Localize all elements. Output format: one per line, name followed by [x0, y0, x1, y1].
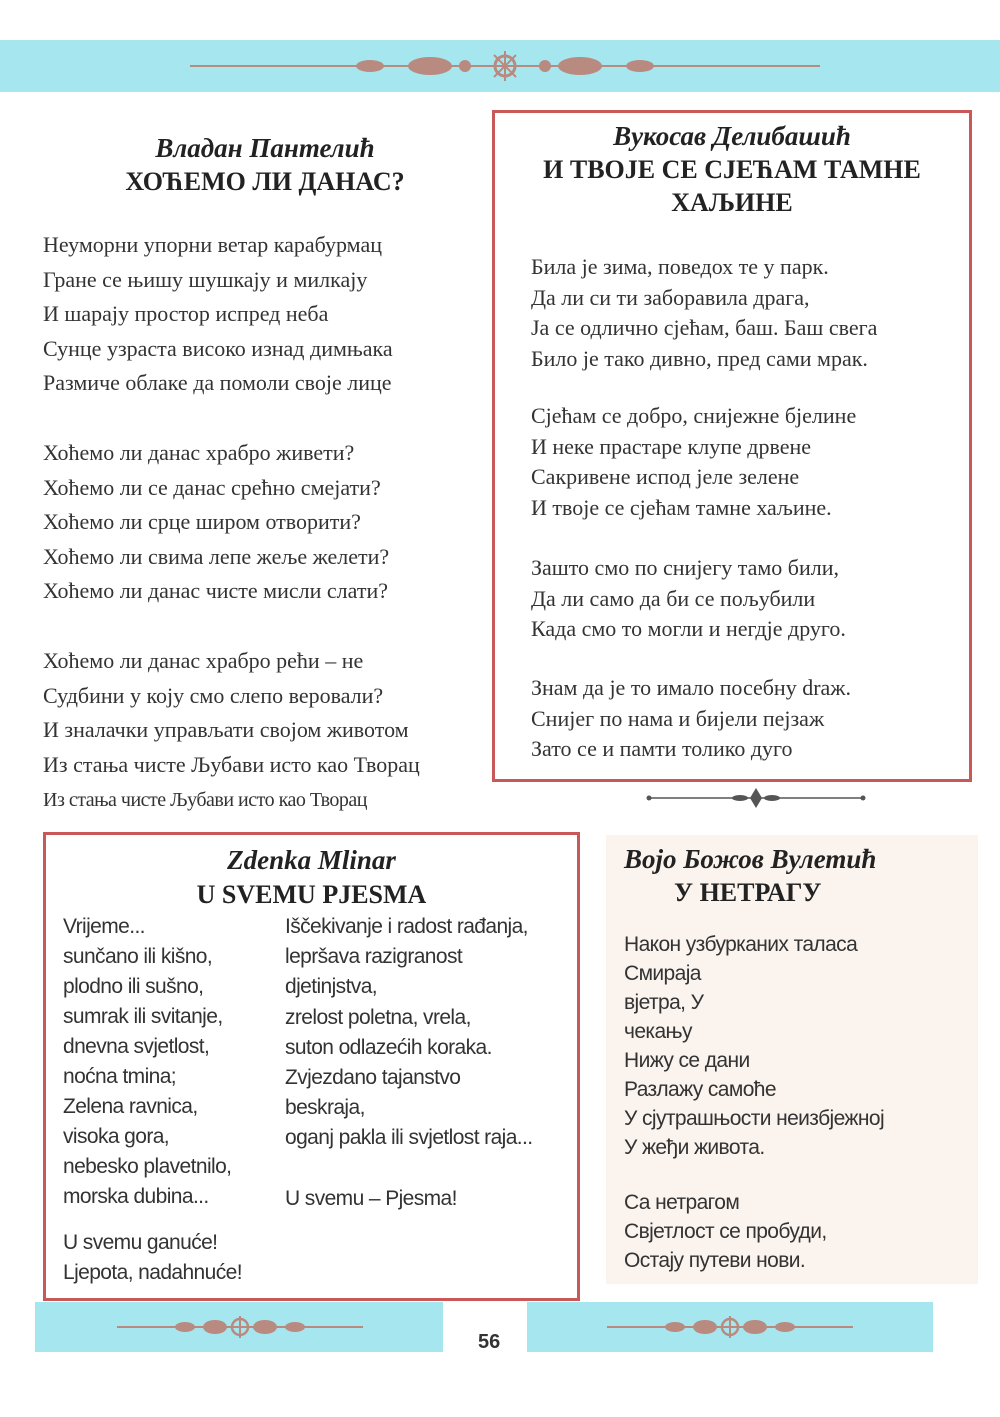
verse-line: visoka gora, [63, 1125, 170, 1148]
verse-line: Vrijeme... [63, 915, 145, 938]
verse-line: Zelena ravnica, [63, 1095, 198, 1118]
verse-line: Iščekivanje i radost rađanja, [285, 915, 528, 938]
flourish-ornament-icon [185, 48, 825, 84]
verse-line: Хоћемо ли се данас срећно смејати? [43, 474, 381, 500]
verse-line: Хоћемо ли данас чисте мисли слати? [43, 578, 388, 603]
verse-line: Зашто смо по снијегу тамо били, [531, 555, 840, 580]
poem1-stanza-1 [43, 228, 393, 401]
verse-line: U svemu ganuće! [63, 1231, 218, 1254]
verse-line: Знам да је то имало посебну draж. [531, 675, 851, 700]
verse-line: Размиче облаке да помоли своје лице [43, 370, 392, 395]
bottom-band-right [527, 1302, 933, 1352]
verse-line: beskraja, [285, 1096, 365, 1120]
poem1-title: ХОЋЕМО ЛИ ДАНАС? [125, 167, 405, 196]
verse-line: Гране се њишу шушкају и милкају [43, 266, 368, 292]
verse-line: Смираја [624, 962, 701, 985]
verse-line: Остају путеви нови. [624, 1249, 806, 1272]
verse-line: И твоје се сјећам тамне хаљине. [531, 494, 832, 520]
verse-line: djetinjstva, [285, 975, 378, 999]
poem2-title-line-1: И ТВОЈЕ СЕ СЈЕЋАМ ТАМНЕ [543, 155, 921, 184]
flourish-ornament-icon [115, 1312, 365, 1342]
verse-line: Да ли си ти заборавила драга, [531, 284, 810, 310]
poem3-author: Zdenka Mlinar [227, 845, 396, 875]
verse-line: sunčano ili kišno, [63, 945, 213, 968]
poem2-stanza-2 [531, 401, 856, 523]
poem1-stanza-2 [43, 436, 389, 609]
verse-line: lepršava razigranost [285, 945, 463, 969]
verse-line: Када смо то могли и негдје друго. [531, 616, 846, 641]
poem2-title-line-2: ХАЉИНЕ [671, 188, 793, 217]
verse-line: oganj pakla ili svjetlost raja... [285, 1126, 533, 1150]
verse-line: Нижу се дани [624, 1049, 750, 1072]
verse-line: И шарају простор испред неба [43, 301, 329, 326]
poem4-author: Војо Божов Вулетић [624, 844, 877, 874]
verse-line: У сјутрашњости неизбјежној [624, 1107, 885, 1130]
poem2-author: Вукосав Делибашић [613, 121, 851, 151]
verse-line: plodno ili sušno, [63, 975, 204, 998]
poem3-column-2-end: U svemu – Pjesma! [285, 1187, 457, 1210]
poem4-stanza-2 [624, 1188, 827, 1275]
verse-line: И зналачки управљати својом животом [43, 717, 409, 742]
verse-line: Ljepota, nadahnuće! [63, 1261, 242, 1284]
verse-line: Сунце узраста високо изнад димњака [43, 335, 393, 361]
verse-line: Након узбурканих таласа [624, 933, 858, 956]
verse-line: чекању [624, 1020, 692, 1043]
verse-line: Сјећам се добро, снијежне бјелине [531, 403, 857, 428]
verse-line: morska dubina... [63, 1185, 209, 1208]
verse-line: Судбини у коју смо слепо веровали? [43, 682, 384, 708]
verse-line: Из стања чисте Љубави исто као Творац [43, 751, 420, 777]
verse-line: Хоћемо ли свима лепе жеље желети? [43, 543, 390, 569]
verse-line: dnevna svjetlost, [63, 1035, 210, 1058]
verse-line: Хоћемо ли данас храбро рећи – не [43, 648, 364, 673]
verse-line: zrelost poletna, vrela, [285, 1005, 471, 1029]
flourish-ornament-icon [605, 1312, 855, 1342]
verse-line: У жеђи живота. [624, 1136, 765, 1159]
verse-line: Да ли само да би се пољубили [531, 585, 816, 611]
verse-line: Свјетлост се пробуди, [624, 1220, 827, 1243]
verse-line: Са нетрагом [624, 1191, 740, 1214]
poem3-column-1 [63, 912, 231, 1212]
poem3-column-2 [285, 912, 533, 1154]
poem2-stanza-1 [531, 252, 877, 374]
verse-line: Било је тако дивно, пред сами мрак. [531, 345, 868, 371]
divider-ornament-icon [645, 786, 867, 810]
verse-line: Била је зима, поведох те у парк. [531, 254, 829, 279]
poem1-author: Владан Пантелић [155, 133, 375, 163]
poem2-stanza-4 [531, 673, 851, 765]
poem1-repeat-line: Из стања чисте Љубави исто као Творац [43, 789, 368, 811]
verse-line: Ја се одлично сјећам, баш. Баш свега [531, 315, 878, 340]
poem3-column-1-end [63, 1228, 242, 1288]
poem4-title: У НЕТРАГУ [674, 878, 822, 907]
bottom-band-left [35, 1302, 443, 1352]
top-header-band [0, 40, 1000, 92]
verse-line: sumrak ili svitanje, [63, 1005, 223, 1028]
poem2-stanza-3 [531, 553, 846, 645]
verse-line: Хоћемо ли данас храбро живети? [43, 440, 355, 465]
poem1-stanza-3 [43, 644, 420, 782]
verse-line: Сакривене испод јеле зелене [531, 464, 800, 489]
verse-line: suton odlazećih koraka. [285, 1035, 492, 1059]
verse-line: Неуморни упорни ветар карабурмац [43, 232, 382, 257]
verse-line: nebesko plavetnilo, [63, 1155, 232, 1178]
verse-line: Зато се и памти толико дуго [531, 736, 793, 761]
verse-line: вјетра, У [624, 991, 704, 1014]
page-number: 56 [478, 1331, 501, 1353]
verse-line: И неке прастаре клупе дрвене [531, 433, 812, 459]
verse-line: Zvjezdano tajanstvo [285, 1066, 461, 1090]
verse-line: noćna tmina; [63, 1065, 177, 1088]
verse-line: Хоћемо ли срце широм отворити? [43, 509, 361, 534]
poem4-stanza-1 [624, 930, 884, 1162]
verse-line: Снијег по нама и бијели пејзаж [531, 705, 825, 731]
poem3-title: U SVEMU PJESMA [196, 880, 427, 909]
verse-line: Разлажу самоће [624, 1078, 776, 1101]
